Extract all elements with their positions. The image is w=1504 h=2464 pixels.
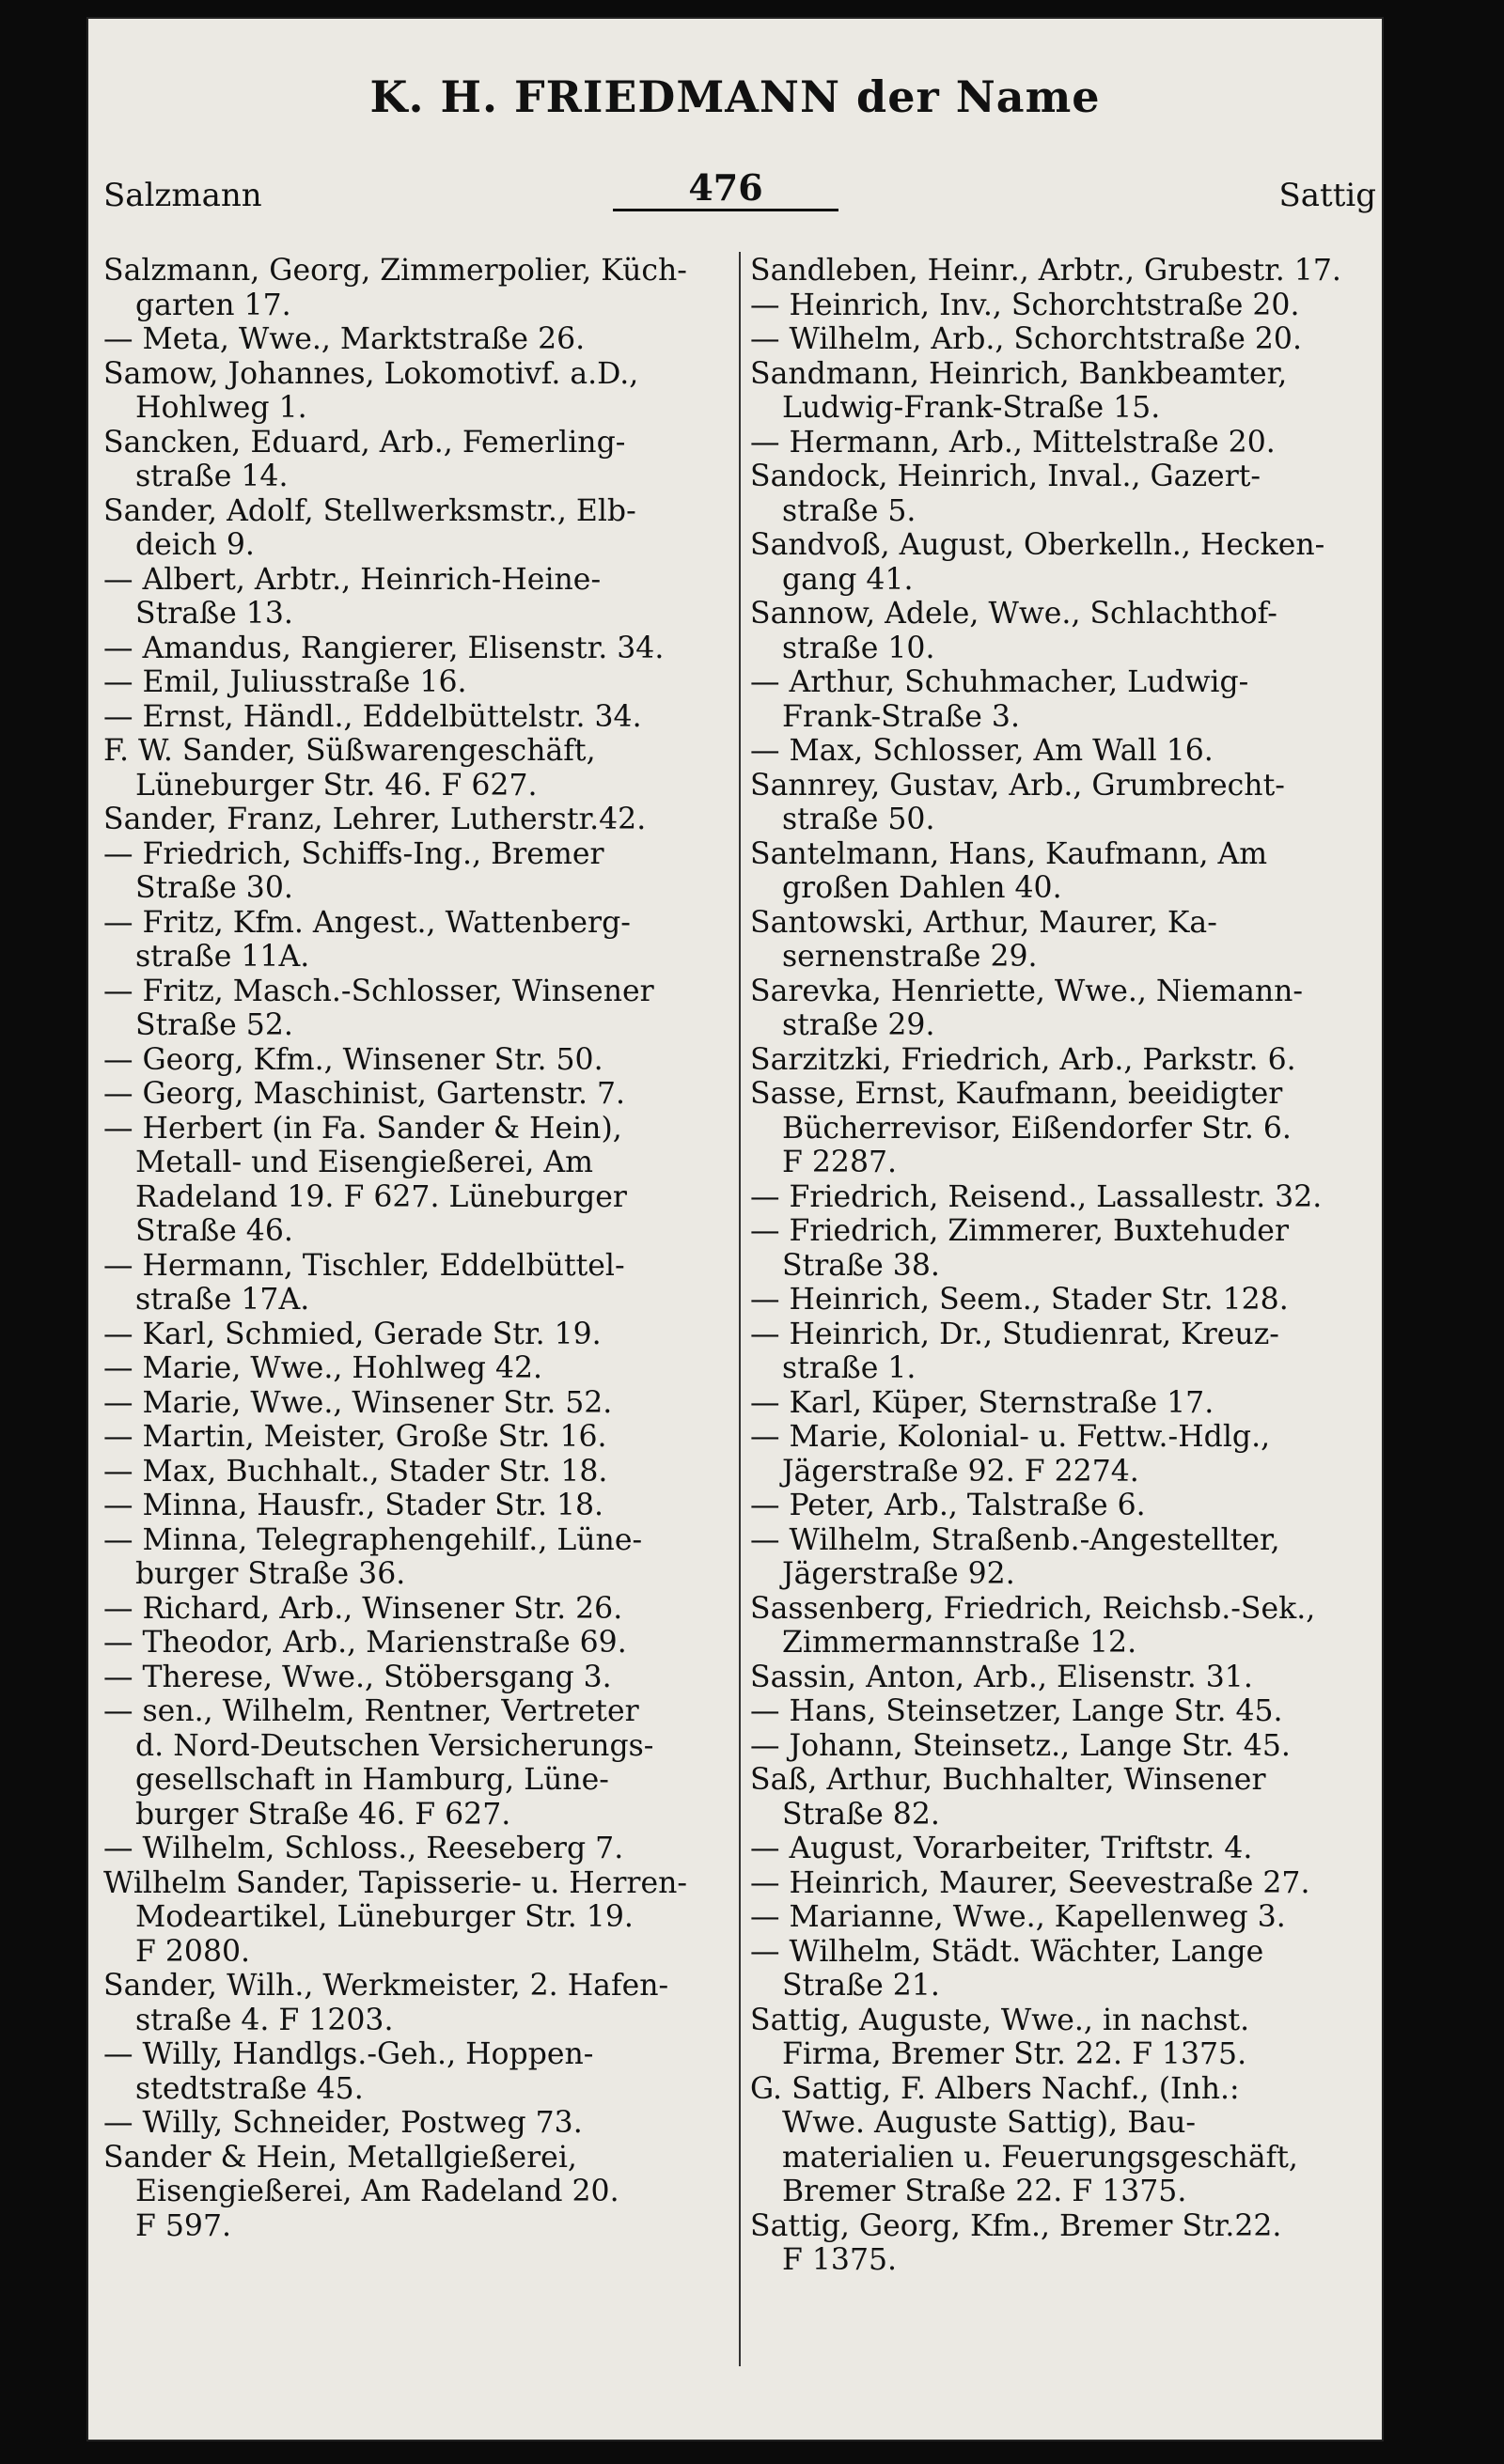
directory-entry xyxy=(750,975,1380,1043)
directory-entry xyxy=(750,426,1380,460)
directory-entry xyxy=(103,357,733,426)
directory-entry xyxy=(750,1043,1380,1078)
entry-line: straße 1. xyxy=(782,1351,916,1385)
directory-entry xyxy=(750,460,1380,528)
entry-line: Bücherrevisor, Eißendorfer Str. 6. xyxy=(782,1111,1292,1146)
entry-line: Metall- und Eisengießerei, Am xyxy=(135,1146,594,1179)
entry-line: Santelmann, Hans, Kaufmann, Am xyxy=(750,836,1268,871)
entry-line: straße 4. F 1203. xyxy=(135,2003,394,2037)
directory-entry xyxy=(750,1318,1380,1386)
entry-line: — Willy, Schneider, Postweg 73. xyxy=(103,2106,583,2140)
entry-line: — Heinrich, Seem., Stader Str. 128. xyxy=(750,1283,1289,1317)
entry-line: — Martin, Meister, Große Str. 16. xyxy=(103,1420,607,1454)
entry-line: Sandleben, Heinr., Arbtr., Grubestr. 17. xyxy=(750,254,1341,288)
directory-entry xyxy=(103,1626,733,1661)
entry-line: Frank-Straße 3. xyxy=(782,699,1020,734)
directory-entry xyxy=(103,2106,733,2141)
entry-line: straße 14. xyxy=(135,460,289,493)
entry-line: — Marie, Wwe., Winsener Str. 52. xyxy=(103,1385,613,1420)
entry-line: — Hans, Steinsetzer, Lange Str. 45. xyxy=(750,1694,1283,1728)
entry-line: Saß, Arthur, Buchhalter, Winsener xyxy=(750,1763,1266,1797)
entry-line: burger Straße 36. xyxy=(135,1557,406,1591)
entry-line: — Johann, Steinsetz., Lange Str. 45. xyxy=(750,1728,1291,1763)
entry-line: — Friedrich, Zimmerer, Buxtehuder xyxy=(750,1214,1289,1248)
directory-entry xyxy=(750,2072,1380,2209)
directory-entry xyxy=(103,1523,733,1592)
entry-line: — Albert, Arbtr., Heinrich-Heine- xyxy=(103,562,602,597)
entry-line: Straße 46. xyxy=(135,1214,293,1248)
entry-line: F. W. Sander, Süßwarengeschäft, xyxy=(103,734,596,768)
entry-line: Modeartikel, Lüneburger Str. 19. xyxy=(135,1900,634,1934)
entry-line: — Marie, Wwe., Hohlweg 42. xyxy=(103,1351,543,1385)
entry-line: garten 17. xyxy=(135,288,291,322)
entry-line: — Marie, Kolonial- u. Fettw.-Hdlg., xyxy=(750,1420,1271,1454)
entry-line: straße 29. xyxy=(782,1008,935,1042)
directory-entry xyxy=(103,1489,733,1523)
directory-entry xyxy=(750,1661,1380,1695)
entry-line: — Max, Schlosser, Am Wall 16. xyxy=(750,734,1214,768)
entry-line: Sarevka, Henriette, Wwe., Niemann- xyxy=(750,974,1304,1008)
entry-line: Sassin, Anton, Arb., Elisenstr. 31. xyxy=(750,1660,1253,1694)
entry-line: — Marianne, Wwe., Kapellenweg 3. xyxy=(750,1900,1286,1934)
entry-line: Sandvoß, August, Oberkelln., Hecken- xyxy=(750,528,1325,562)
entry-line: — Karl, Küper, Sternstraße 17. xyxy=(750,1385,1214,1420)
left-column xyxy=(103,254,733,2243)
entry-line: gesellschaft in Hamburg, Lüne- xyxy=(135,1763,609,1797)
entry-line: Straße 82. xyxy=(782,1797,940,1832)
entry-line: Sander & Hein, Metallgießerei, xyxy=(103,2140,577,2175)
entry-line: Lüneburger Str. 46. F 627. xyxy=(135,768,538,803)
directory-entry xyxy=(103,1969,733,2037)
directory-entry xyxy=(103,1694,733,1832)
page-banner: K. H. FRIEDMANN der Name xyxy=(369,71,1101,122)
entry-line: — Wilhelm, Arb., Schorchtstraße 20. xyxy=(750,322,1302,356)
entry-line: burger Straße 46. F 627. xyxy=(135,1797,511,1832)
entry-line: Salzmann, Georg, Zimmerpolier, Küch- xyxy=(103,254,687,288)
directory-entry xyxy=(103,563,733,632)
directory-entry xyxy=(750,357,1380,426)
entry-line: — Karl, Schmied, Gerade Str. 19. xyxy=(103,1317,602,1351)
page-number: 476 xyxy=(613,167,838,211)
entry-line: Sander, Franz, Lehrer, Lutherstr.42. xyxy=(103,803,647,836)
directory-entry xyxy=(103,665,733,700)
entry-line: — Amandus, Rangierer, Elisenstr. 34. xyxy=(103,631,665,665)
directory-entry xyxy=(750,734,1380,769)
entry-line: sernenstraße 29. xyxy=(782,940,1038,974)
entry-line: Sassenberg, Friedrich, Reichsb.-Sek., xyxy=(750,1591,1316,1626)
entry-line: — Theodor, Arb., Marienstraße 69. xyxy=(103,1626,627,1660)
directory-entry xyxy=(103,1386,733,1421)
entry-line: materialien u. Feuerungsgeschäft, xyxy=(782,2140,1298,2175)
entry-line: Sander, Adolf, Stellwerksmstr., Elb- xyxy=(103,493,636,528)
directory-entry xyxy=(103,1249,733,1318)
entry-line: straße 50. xyxy=(782,803,935,836)
entry-line: Wwe. Auguste Sattig), Bau- xyxy=(782,2106,1197,2140)
entry-line: Sannow, Adele, Wwe., Schlachthof- xyxy=(750,597,1277,631)
entry-line: — August, Vorarbeiter, Triftstr. 4. xyxy=(750,1832,1253,1865)
directory-entry xyxy=(750,1489,1380,1523)
directory-entry xyxy=(750,1077,1380,1180)
entry-line: Straße 38. xyxy=(782,1248,940,1283)
directory-entry xyxy=(750,2004,1380,2072)
entry-line: d. Nord-Deutschen Versicherungs- xyxy=(135,1728,654,1763)
directory-entry xyxy=(750,1935,1380,2004)
entry-line: — Georg, Maschinist, Gartenstr. 7. xyxy=(103,1077,626,1111)
running-head-left: Salzmann xyxy=(103,177,262,214)
directory-entry xyxy=(103,254,733,322)
entry-line: — Richard, Arb., Winsener Str. 26. xyxy=(103,1591,623,1626)
entry-line: Jägerstraße 92. xyxy=(782,1557,1015,1591)
directory-entry xyxy=(750,528,1380,597)
directory-entry xyxy=(103,1043,733,1078)
entry-line: — Heinrich, Inv., Schorchtstraße 20. xyxy=(750,288,1300,322)
entry-line: straße 17A. xyxy=(135,1283,310,1317)
directory-entry xyxy=(750,665,1380,734)
directory-entry xyxy=(750,2209,1380,2278)
directory-entry xyxy=(103,1351,733,1386)
directory-entry xyxy=(750,1694,1380,1729)
entry-line: — Arthur, Schuhmacher, Ludwig- xyxy=(750,665,1249,699)
entry-line: — Heinrich, Maurer, Seevestraße 27. xyxy=(750,1865,1310,1900)
directory-entry xyxy=(750,597,1380,665)
directory-entry xyxy=(103,322,733,357)
entry-line: Zimmermannstraße 12. xyxy=(782,1626,1137,1660)
directory-entry xyxy=(750,1832,1380,1866)
entry-line: straße 5. xyxy=(782,493,916,528)
entry-line: — Emil, Juliusstraße 16. xyxy=(103,665,467,699)
entry-line: — sen., Wilhelm, Rentner, Vertreter xyxy=(103,1694,639,1728)
directory-entry xyxy=(103,2037,733,2106)
entry-line: — Friedrich, Schiffs-Ing., Bremer xyxy=(103,836,604,871)
entry-line: Straße 52. xyxy=(135,1008,293,1042)
entry-line: — Fritz, Masch.-Schlosser, Winsener xyxy=(103,974,654,1008)
entry-line: — Meta, Wwe., Marktstraße 26. xyxy=(103,322,586,356)
entry-line: straße 11A. xyxy=(135,940,310,974)
entry-line: Samow, Johannes, Lokomotivf. a.D., xyxy=(103,356,639,391)
directory-entry xyxy=(750,1180,1380,1215)
entry-line: großen Dahlen 40. xyxy=(782,871,1062,905)
entry-line: Wilhelm Sander, Tapisserie- u. Herren- xyxy=(103,1865,688,1900)
directory-entry xyxy=(750,1592,1380,1661)
entry-line: — Minna, Hausfr., Stader Str. 18. xyxy=(103,1489,604,1522)
entry-line: Sander, Wilh., Werkmeister, 2. Hafen- xyxy=(103,1969,669,2003)
entry-line: — Herbert (in Fa. Sander & Hein), xyxy=(103,1111,622,1146)
directory-entry xyxy=(750,906,1380,975)
entry-line: F 2287. xyxy=(782,1146,898,1179)
directory-entry xyxy=(103,2141,733,2244)
entry-line: — Ernst, Händl., Eddelbüttelstr. 34. xyxy=(103,699,642,734)
directory-entry xyxy=(103,837,733,906)
directory-entry xyxy=(103,1420,733,1455)
entry-line: Sarzitzki, Friedrich, Arb., Parkstr. 6. xyxy=(750,1042,1296,1077)
entry-line: Straße 21. xyxy=(782,1969,940,2003)
directory-entry xyxy=(103,1832,733,1866)
directory-entry xyxy=(103,426,733,494)
entry-line: Bremer Straße 22. F 1375. xyxy=(782,2175,1187,2208)
directory-entry xyxy=(750,322,1380,357)
directory-entry xyxy=(103,494,733,563)
entry-line: — Therese, Wwe., Stöbersgang 3. xyxy=(103,1660,612,1694)
directory-entry xyxy=(750,1420,1380,1489)
entry-line: — Minna, Telegraphengehilf., Lüne- xyxy=(103,1522,643,1557)
entry-line: Sattig, Georg, Kfm., Bremer Str.22. xyxy=(750,2208,1282,2243)
right-column xyxy=(750,254,1380,2278)
entry-line: Sancken, Eduard, Arb., Femerling- xyxy=(103,425,626,460)
directory-entry xyxy=(750,769,1380,837)
entry-line: deich 9. xyxy=(135,528,255,562)
entry-line: G. Sattig, F. Albers Nachf., (Inh.: xyxy=(750,2071,1240,2106)
column-divider xyxy=(739,252,741,2366)
entry-line: — Peter, Arb., Talstraße 6. xyxy=(750,1489,1146,1522)
directory-entry xyxy=(103,906,733,975)
entry-line: Sattig, Auguste, Wwe., in nachst. xyxy=(750,2003,1250,2037)
entry-line: — Friedrich, Reisend., Lassallestr. 32. xyxy=(750,1179,1323,1214)
entry-line: stedtstraße 45. xyxy=(135,2071,364,2106)
entry-line: Jägerstraße 92. F 2274. xyxy=(782,1454,1139,1489)
entry-line: — Wilhelm, Straßenb.-Angestellter, xyxy=(750,1522,1280,1557)
directory-entry xyxy=(103,803,733,837)
directory-entry xyxy=(750,1866,1380,1901)
entry-line: Hohlweg 1. xyxy=(135,391,307,425)
entry-line: Sannrey, Gustav, Arb., Grumbrecht- xyxy=(750,768,1285,803)
directory-entry xyxy=(103,1112,733,1249)
entry-line: — Wilhelm, Städt. Wächter, Lange xyxy=(750,1934,1264,1969)
entry-line: Straße 30. xyxy=(135,871,293,905)
directory-entry xyxy=(103,975,733,1043)
entry-line: F 2080. xyxy=(135,1934,251,1969)
entry-line: — Georg, Kfm., Winsener Str. 50. xyxy=(103,1042,603,1077)
entry-line: — Hermann, Tischler, Eddelbüttel- xyxy=(103,1248,625,1283)
entry-line: Sandmann, Heinrich, Bankbeamter, xyxy=(750,356,1288,391)
entry-line: Ludwig-Frank-Straße 15. xyxy=(782,391,1161,425)
directory-entry xyxy=(103,1866,733,1970)
directory-entry xyxy=(103,1455,733,1489)
directory-entry xyxy=(750,1386,1380,1421)
entry-line: — Max, Buchhalt., Stader Str. 18. xyxy=(103,1454,608,1489)
directory-entry xyxy=(750,1523,1380,1592)
directory-entry xyxy=(103,1592,733,1627)
entry-line: Straße 13. xyxy=(135,597,293,631)
directory-entry xyxy=(750,1763,1380,1832)
directory-entry xyxy=(750,1283,1380,1318)
directory-entry xyxy=(103,734,733,803)
entry-line: Radeland 19. F 627. Lüneburger xyxy=(135,1179,627,1214)
directory-entry xyxy=(750,837,1380,906)
directory-entry xyxy=(103,700,733,735)
entry-line: Sasse, Ernst, Kaufmann, beeidigter xyxy=(750,1077,1283,1111)
directory-page xyxy=(86,17,1384,2441)
running-head-right: Sattig xyxy=(1278,177,1376,214)
directory-entry xyxy=(103,1661,733,1695)
entry-line: F 597. xyxy=(135,2208,232,2243)
entry-line: Santowski, Arthur, Maurer, Ka- xyxy=(750,905,1217,940)
directory-entry xyxy=(103,1318,733,1352)
entry-line: Eisengießerei, Am Radeland 20. xyxy=(135,2175,619,2208)
entry-line: — Heinrich, Dr., Studienrat, Kreuz- xyxy=(750,1317,1279,1351)
directory-entry xyxy=(750,1214,1380,1283)
entry-line: — Willy, Handlgs.-Geh., Hoppen- xyxy=(103,2037,594,2071)
entry-line: Sandock, Heinrich, Inval., Gazert- xyxy=(750,460,1261,493)
entry-line: — Fritz, Kfm. Angest., Wattenberg- xyxy=(103,905,631,940)
directory-entry xyxy=(750,1729,1380,1764)
entry-line: — Hermann, Arb., Mittelstraße 20. xyxy=(750,425,1276,460)
directory-entry xyxy=(750,1900,1380,1935)
directory-entry xyxy=(103,1077,733,1112)
directory-entry xyxy=(750,254,1380,289)
entry-line: gang 41. xyxy=(782,562,914,597)
entry-line: — Wilhelm, Schloss., Reeseberg 7. xyxy=(103,1832,624,1865)
directory-entry xyxy=(750,289,1380,323)
directory-entry xyxy=(103,632,733,666)
entry-line: straße 10. xyxy=(782,631,935,665)
entry-line: Firma, Bremer Str. 22. F 1375. xyxy=(782,2037,1247,2071)
entry-line: F 1375. xyxy=(782,2243,898,2277)
